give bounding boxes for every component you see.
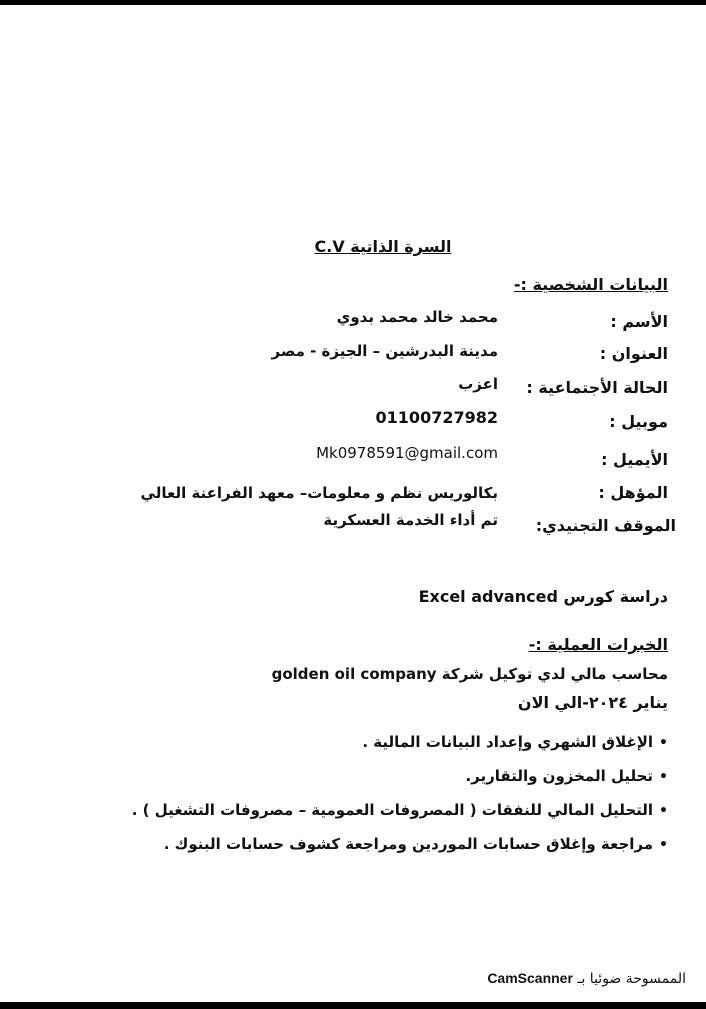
course-line: دراسة كورس Excel advanced: [418, 587, 668, 606]
job-period: يناير ٢٠٢٤-الي الان: [517, 693, 668, 712]
personal-info-heading: البيانات الشخصية :-: [513, 275, 668, 294]
footer-prefix: الممسوحة ضوئيا بـ: [577, 971, 686, 987]
scanner-footer: [487, 970, 686, 987]
duty-text: تحليل المخزون والتقارير.: [465, 767, 654, 785]
marital-status-label: الحالة الأجتماعية :: [526, 378, 668, 397]
duty-text: التحليل المالي للنفقات ( المصروفات العمومية – مصروفات التشغيل ) .: [131, 801, 654, 819]
cv-title: السرة الذاتية C.V: [314, 237, 452, 256]
bullet-icon: •: [659, 735, 668, 751]
top-edge: [0, 0, 706, 5]
document-title: [0, 237, 706, 256]
email-value: Mk0978591@gmail.com: [316, 444, 498, 462]
mobile-label: موبيل :: [609, 412, 668, 431]
duty-text: الإغلاق الشهري وإعداد البيانات المالية .: [362, 733, 654, 751]
job-position: محاسب مالي لدي توكيل شركة golden oil company: [271, 665, 668, 683]
footer-brand: CamScanner: [487, 970, 573, 986]
list-item: [132, 761, 668, 792]
address-label: العنوان :: [599, 344, 668, 363]
bullet-icon: •: [659, 769, 668, 785]
list-item: [132, 727, 668, 758]
mobile-value: 01100727982: [375, 408, 498, 427]
duty-text: مراجعة وإغلاق حسابات الموردين ومراجعة كشوف حسابات البنوك .: [163, 835, 654, 853]
qualification-label: المؤهل :: [598, 483, 668, 502]
name-value: محمد خالد محمد بدوي: [336, 308, 498, 326]
bullet-icon: •: [659, 803, 668, 819]
address-value: مدينة البدرشين – الجيزة - مصر: [271, 342, 498, 360]
bullet-icon: •: [659, 837, 668, 853]
list-item: [132, 829, 668, 860]
military-status-label: الموقف التجنيدي:: [535, 516, 676, 535]
duties-list: [132, 727, 668, 863]
marital-status-value: اعزب: [458, 375, 498, 393]
bottom-edge: [0, 1002, 706, 1009]
email-label: الأيميل :: [601, 450, 668, 469]
list-item: [132, 795, 668, 826]
name-label: الأسم :: [610, 312, 668, 331]
military-status-value: تم أداء الخدمة العسكرية: [323, 511, 498, 529]
experience-heading: الخبرات العملية :-: [528, 635, 668, 654]
qualification-value: بكالوريس نظم و معلومات– معهد الفراعنة العالي: [140, 484, 498, 502]
